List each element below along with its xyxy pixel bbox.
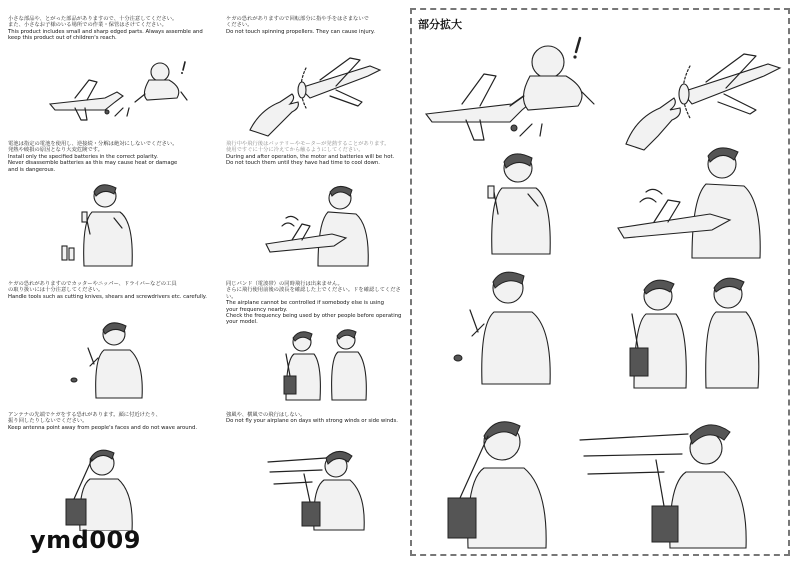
- section-propellers: [226, 16, 406, 35]
- zoom-baby-airplane-illustration: [422, 32, 602, 147]
- section-propellers-jp: ケガの恐れがありますので回転部分に指や手をはさまないで ください。: [226, 16, 369, 29]
- section-tools: [8, 281, 223, 300]
- section-propellers-en: Do not touch spinning propellers. They can cause injury.: [226, 28, 375, 35]
- section-small-parts-jp: 小さな部品や、とがった部品がありますので、十分注意してください。 また、小さなお子様のいる場所での作業・保管はさけてください。: [8, 16, 178, 29]
- section-small-parts-en: This product includes small and sharp edged parts. Always assemble and keep this product out of children's reach.: [8, 28, 203, 42]
- section-tools-jp: ケガの恐れがありますのでカッターやニッパー、ドライバーなどの工具 の取り扱いには十分注意してください。: [8, 281, 177, 294]
- section-antenna-en: Keep antenna point away from people's faces and do not wave around.: [8, 424, 198, 431]
- battery-person-illustration: [60, 178, 155, 270]
- zoom-wind-person-illustration: [578, 414, 786, 550]
- section-frequency: [226, 281, 408, 326]
- section-small-parts: [8, 16, 218, 42]
- hot-motor-illustration: [262, 180, 382, 268]
- zoom-frequency-people-illustration: [622, 274, 772, 390]
- zoom-hot-motor-illustration: [612, 140, 782, 260]
- frequency-people-illustration: [278, 328, 374, 402]
- section-frequency-jp: 同じバンド（電波帯）の同時飛行は出来ません。 さらに飛行使用前後の波長を確認した上でください。ドを確認してください。: [226, 281, 401, 300]
- section-frequency-en: The airplane cannot be controlled if somebody else is using your frequency nearby. Check the frequency being used by other people before operating your model.: [226, 300, 402, 326]
- section-wind-jp: 強風や、横風での飛行はしない。: [226, 412, 306, 418]
- section-wind: [226, 412, 408, 425]
- wind-person-illustration: [266, 444, 382, 532]
- zoom-antenna-person-illustration: [428, 414, 568, 550]
- section-batteries-jp: 電池は指定の電池を使用し、逆接続・分解は絶対にしないでください。 発熱や破損の原因となり大変危険です。: [8, 141, 178, 154]
- section-tools-en: Handle tools such as cutting knives, shears and screwdrivers etc. carefully.: [8, 293, 207, 300]
- zoom-propeller-hand-illustration: [612, 32, 788, 152]
- section-heat: [226, 141, 406, 167]
- document-code-label: ymd009: [30, 526, 141, 554]
- section-batteries-en: Install only the specified batteries in the correct polarity. Never disassemble batteries as this may cause heat or damage and is dangerous.: [8, 153, 178, 173]
- section-wind-en: Do not fly your airplane on days with strong winds or side winds.: [226, 418, 398, 425]
- section-heat-en: During and after operation, the motor and batteries will be hot. Do not touch them until they have had time to cool down.: [226, 153, 395, 167]
- propeller-hand-illustration: [240, 40, 390, 138]
- section-heat-jp: 飛行中や飛行後はバッテリーやモーターが発熱することがあります。 使用ですぐに十分に冷えてから触るようにしてください。: [226, 141, 390, 154]
- section-antenna-jp: アンテナの先端でケガをする恐れがあります。顔に付近けたり、 振り回したりしないでください。: [8, 412, 161, 425]
- baby-airplane-illustration: [45, 58, 195, 126]
- antenna-person-illustration: [52, 445, 146, 531]
- zoom-tools-person-illustration: [442, 266, 562, 386]
- section-batteries: [8, 141, 218, 173]
- zoom-panel-title: 部分拡大: [418, 18, 462, 31]
- tools-person-illustration: [68, 318, 150, 400]
- section-antenna: [8, 412, 223, 431]
- zoom-battery-person-illustration: [466, 146, 566, 256]
- zoom-panel: [410, 8, 790, 556]
